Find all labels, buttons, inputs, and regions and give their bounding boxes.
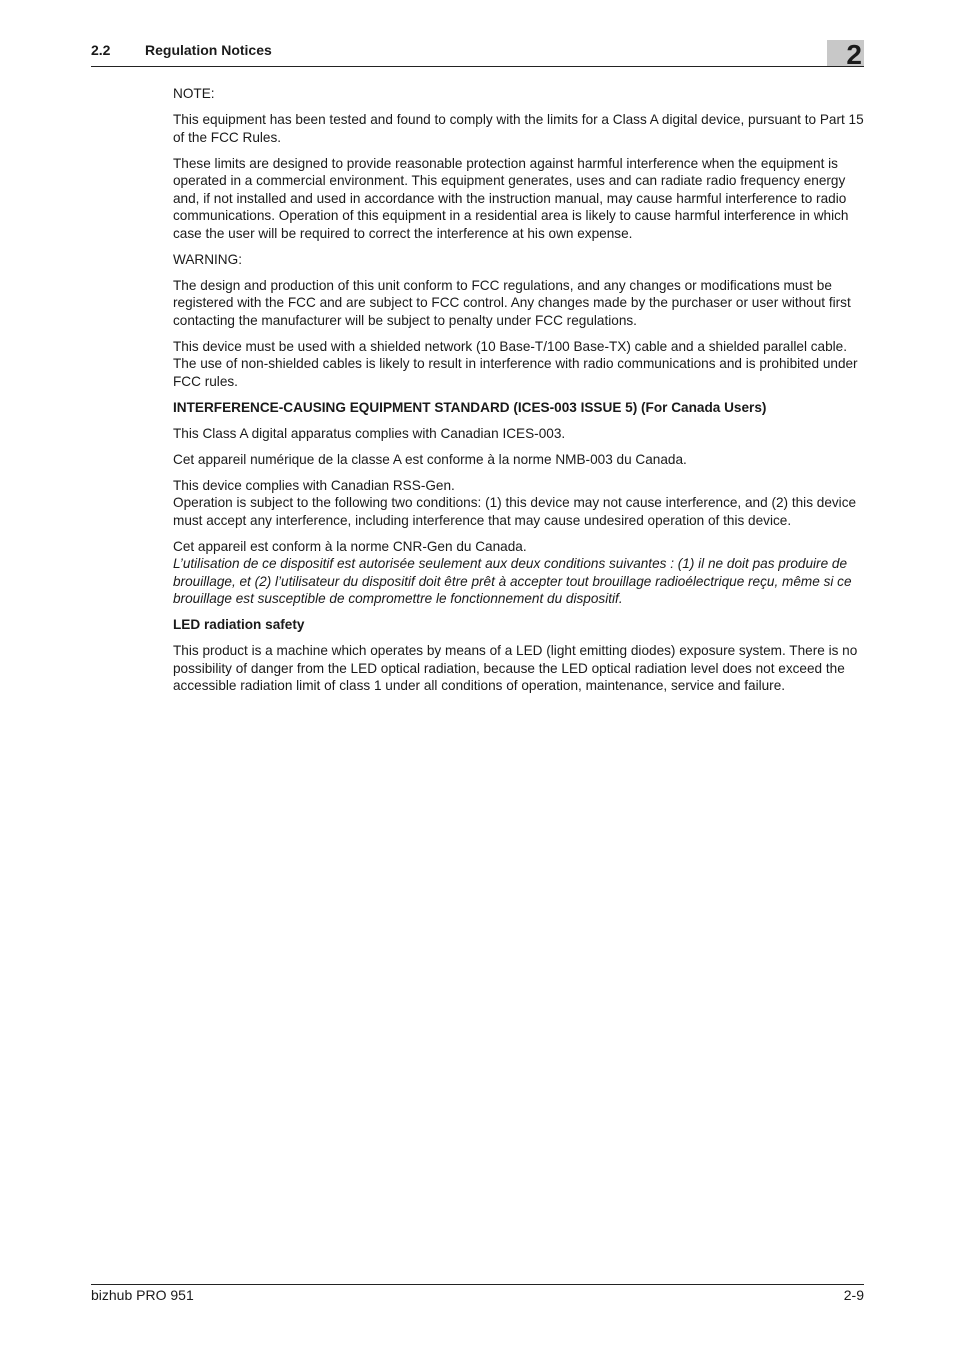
ices-heading: INTERFERENCE-CAUSING EQUIPMENT STANDARD (ICES-003 ISSUE 5) (For Canada Users) [173, 399, 767, 415]
fcc-paragraph: This equipment has been tested and found to comply with the limits for a Class A digital device, pursuant to Part 15 of the FCC Rules. [173, 112, 864, 145]
limits-paragraph: These limits are designed to provide reasonable protection against harmful interference when the equipment is operated in a commercial environment. This equipment generates, uses and can radiate radio frequency energy and, if not installed and used in accordance with the instruction manual, may cause harmful interference to radio communications. Operation of this equipment in a residential area is likely to cause harmful interference in which case the user will be required to correct the interference at his own expense. [173, 155, 849, 241]
note-label: NOTE: [173, 86, 215, 101]
warning-label: WARNING: [173, 251, 242, 267]
rss-gen-line: This device complies with Canadian RSS-Gen. [173, 477, 455, 493]
cnr-gen-line: Cet appareil est conform à la norme CNR-Gen du Canada. [173, 538, 527, 554]
shielded-cable-paragraph: This device must be used with a shielded network (10 Base-T/100 Base-TX) cable and a shielded parallel cable. The use of non-shielded cables is likely to result in interference with radio communications and is prohibited under FCC rules. [173, 338, 858, 389]
page-footer [91, 1284, 864, 1305]
chapter-badge: 2 [827, 40, 864, 66]
cnr-conditions-line: L’utilisation de ce dispositif est autorisée seulement aux deux conditions suivantes : (1) il ne doit pas produire de brouillage, et (2) l’utilisateur du dispositif doit être prêt à accepter tout brouillage radioélectrique reçu, même si ce brouillage est susceptible de compromettre le fonctionnement du dispositif. [173, 556, 852, 606]
led-paragraph: This product is a machine which operates by means of a LED (light emitting diodes) exposure system. There is no possibility of danger from the LED optical radiation, because the LED optical radiation level does not exceed the accessible radiation limit of class 1 under all conditions of operation, maintenance, service and failure. [173, 643, 858, 693]
rss-gen-paragraph [173, 477, 865, 530]
design-paragraph: The design and production of this unit conform to FCC regulations, and any changes or modifications must be registered with the FCC and are subject to FCC control. Any changes made by the purchaser or user without first contacting the manufacturer will be subject to penalty under FCC regulations. [173, 277, 851, 328]
rss-conditions-line: Operation is subject to the following two conditions: (1) this device may not cause interference, and (2) this device must accept any interference, including interference that may cause undesired operation of this device. [173, 495, 857, 528]
cnr-gen-paragraph [173, 538, 865, 608]
product-name: bizhub PRO 951 [91, 1287, 194, 1303]
led-heading: LED radiation safety [173, 617, 305, 632]
ices-paragraph: This Class A digital apparatus complies with Canadian ICES-003. [173, 425, 566, 441]
section-title: Regulation Notices [145, 42, 272, 58]
page-content [173, 85, 865, 703]
page-number: 2-9 [843, 1287, 864, 1303]
section-number: 2.2 [91, 42, 111, 58]
page-header [91, 39, 864, 70]
nmb-paragraph: Cet appareil numérique de la classe A est conforme à la norme NMB-003 du Canada. [173, 451, 687, 467]
